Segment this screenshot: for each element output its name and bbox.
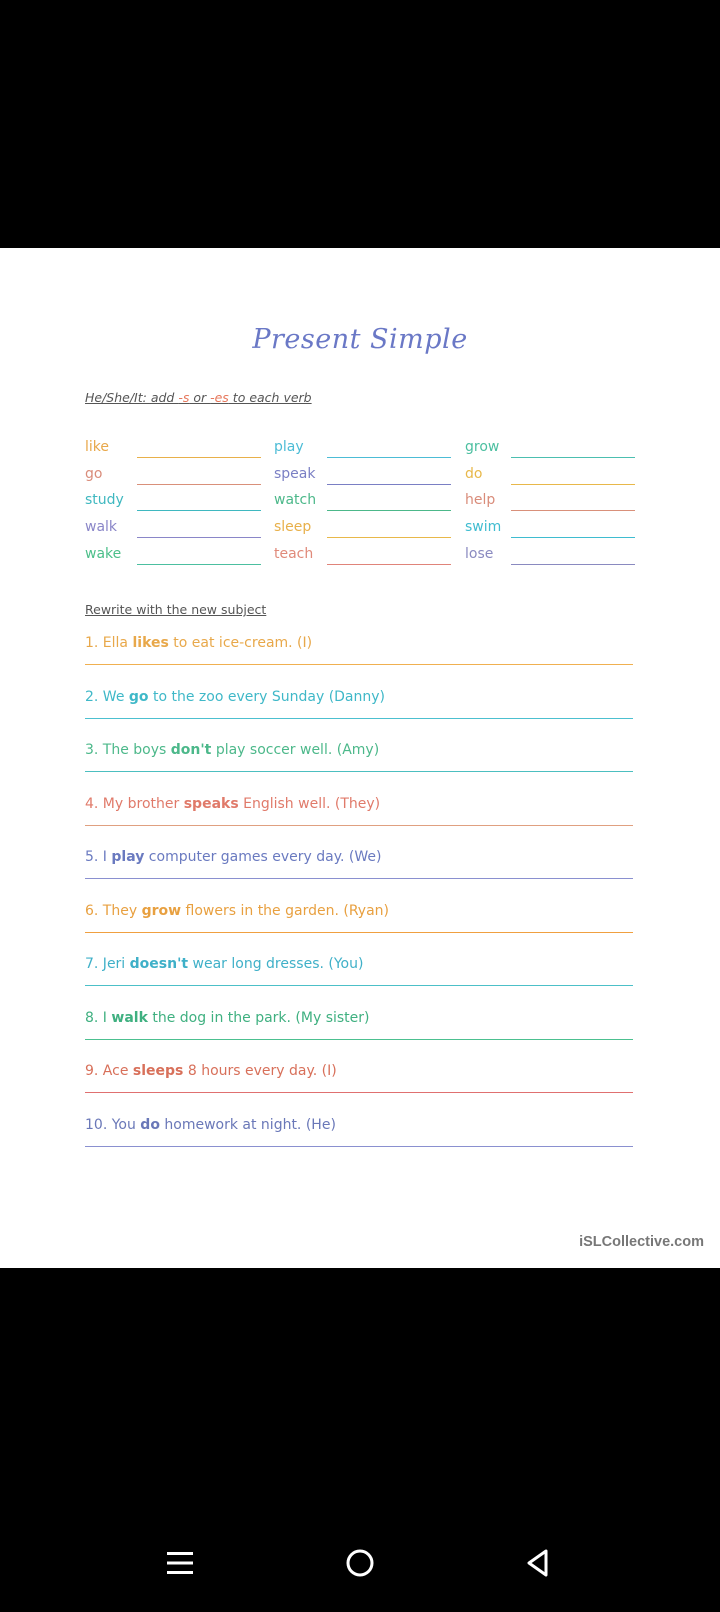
- sentence-text: 1.: [85, 635, 99, 651]
- verb-word: teach: [274, 545, 314, 562]
- verb-row: [85, 546, 645, 568]
- verb-row: [85, 466, 645, 488]
- sentence-item: [85, 635, 312, 651]
- sentence-text: Jeri: [98, 956, 130, 972]
- sentence-item: [85, 1010, 370, 1026]
- verb-word: watch: [274, 492, 317, 509]
- verb-answer-blank[interactable]: [327, 537, 451, 538]
- sentence-text: 4.: [85, 795, 99, 812]
- verb-answer-blank[interactable]: [511, 564, 635, 565]
- worksheet-title: Present Simple: [252, 324, 468, 355]
- verb-word: lose: [465, 545, 494, 562]
- sentence-text: Ace: [98, 1063, 133, 1079]
- sentence-answer-line[interactable]: [85, 1146, 633, 1147]
- sentence-text: play soccer well. (Amy): [211, 742, 380, 758]
- sentence-item: [85, 903, 389, 919]
- verb-answer-blank[interactable]: [137, 564, 261, 565]
- heading-text: He/She/It: add: [85, 390, 179, 405]
- sentence-answer-line[interactable]: [85, 1092, 633, 1093]
- verb-answer-blank[interactable]: [327, 484, 451, 485]
- verb-answer-blank[interactable]: [137, 510, 261, 511]
- sentence-text: I: [98, 1009, 112, 1026]
- verb-word: do: [465, 465, 483, 482]
- sentence-text: You: [107, 1116, 141, 1133]
- verb-answer-blank[interactable]: [511, 510, 635, 511]
- recent-apps-button[interactable]: [160, 1543, 200, 1583]
- sentence-verb: speaks: [183, 795, 239, 812]
- sentence-text: to eat ice-cream. (I): [168, 635, 313, 651]
- sentence-verb: don't: [170, 742, 212, 758]
- sentence-text: 5.: [85, 849, 99, 865]
- sentence-answer-line[interactable]: [85, 664, 633, 665]
- verb-word: go: [85, 465, 103, 482]
- verb-word: wake: [85, 545, 122, 562]
- sentence-text: 2.: [85, 688, 99, 705]
- sentence-answer-line[interactable]: [85, 771, 633, 772]
- sentence-text: They: [98, 902, 142, 919]
- sentence-item: [85, 1063, 337, 1079]
- sentence-verb: walk: [111, 1009, 148, 1026]
- sentence-answer-line[interactable]: [85, 878, 633, 879]
- sentence-text: flowers in the garden. (Ryan): [181, 902, 389, 919]
- verb-row: [85, 492, 645, 514]
- sentence-text: homework at night. (He): [159, 1116, 336, 1133]
- sentence-text: 7.: [85, 956, 99, 972]
- verb-word: walk: [85, 519, 118, 536]
- sentence-text: 10.: [85, 1116, 108, 1133]
- verb-word: swim: [465, 519, 502, 536]
- verb-word: like: [85, 439, 110, 455]
- menu-lines-icon: [166, 1549, 194, 1577]
- verb-answer-blank[interactable]: [511, 537, 635, 538]
- sentence-answer-line[interactable]: [85, 825, 633, 826]
- sentence-text: My brother: [98, 795, 184, 812]
- sentence-text: computer games every day. (We): [144, 849, 382, 865]
- verb-word: sleep: [274, 519, 312, 536]
- sentence-item: [85, 742, 379, 758]
- verb-answer-blank[interactable]: [511, 457, 635, 458]
- sentence-text: wear long dresses. (You): [188, 956, 364, 972]
- verb-word: speak: [274, 465, 316, 482]
- verb-answer-blank[interactable]: [137, 537, 261, 538]
- sentence-verb: play: [111, 849, 145, 865]
- verb-answer-blank[interactable]: [137, 457, 261, 458]
- section1-heading: [85, 390, 312, 405]
- verb-row: [85, 519, 645, 541]
- sentence-text: English well. (They): [238, 795, 381, 812]
- sentence-item: [85, 796, 380, 812]
- sentence-text: 3.: [85, 742, 99, 758]
- sentence-text: to the zoo every Sunday (Danny): [148, 688, 386, 705]
- verb-answer-blank[interactable]: [137, 484, 261, 485]
- sentence-item: [85, 1117, 336, 1133]
- verb-row: [85, 439, 645, 461]
- sentence-verb: likes: [132, 635, 169, 651]
- watermark: iSLCollective.com: [579, 1234, 704, 1250]
- suffix-es: -es: [210, 390, 229, 405]
- sentence-text: 8 hours every day. (I): [183, 1063, 337, 1079]
- sentence-text: 6.: [85, 902, 99, 919]
- sentence-answer-line[interactable]: [85, 932, 633, 933]
- verb-word: study: [85, 492, 124, 509]
- verb-answer-blank[interactable]: [327, 457, 451, 458]
- suffix-s: -s: [178, 390, 190, 405]
- sentence-text: 9.: [85, 1063, 99, 1079]
- sentence-text: the dog in the park. (My sister): [147, 1009, 370, 1026]
- sentence-text: 8.: [85, 1009, 99, 1026]
- sentence-text: Ella: [98, 635, 133, 651]
- verb-answer-blank[interactable]: [327, 564, 451, 565]
- sentence-item: [85, 689, 385, 705]
- section2-heading: Rewrite with the new subject: [85, 602, 267, 617]
- sentence-item: [85, 849, 381, 865]
- worksheet-page: [0, 248, 720, 1268]
- verb-word: play: [274, 439, 304, 455]
- image-viewer-top-area: [0, 0, 720, 248]
- sentence-answer-line[interactable]: [85, 718, 633, 719]
- sentence-verb: go: [128, 688, 149, 705]
- back-triangle-icon: [524, 1548, 552, 1578]
- verb-word: help: [465, 492, 496, 509]
- verb-answer-blank[interactable]: [511, 484, 635, 485]
- sentence-item: [85, 956, 363, 972]
- sentence-answer-line[interactable]: [85, 1039, 633, 1040]
- verb-word: grow: [465, 439, 500, 455]
- sentence-verb: sleeps: [132, 1063, 184, 1079]
- heading-text: to each verb: [228, 390, 312, 405]
- sentence-answer-line[interactable]: [85, 985, 633, 986]
- home-circle-icon: [345, 1548, 375, 1578]
- sentence-verb: doesn't: [129, 956, 189, 972]
- home-button[interactable]: [340, 1543, 380, 1583]
- sentence-text: I: [98, 849, 112, 865]
- verb-answer-blank[interactable]: [327, 510, 451, 511]
- sentence-text: The boys: [98, 742, 171, 758]
- heading-text: or: [189, 390, 211, 405]
- sentence-verb: grow: [141, 902, 182, 919]
- sentence-verb: do: [140, 1116, 160, 1133]
- sentence-text: We: [98, 688, 129, 705]
- back-button[interactable]: [518, 1543, 558, 1583]
